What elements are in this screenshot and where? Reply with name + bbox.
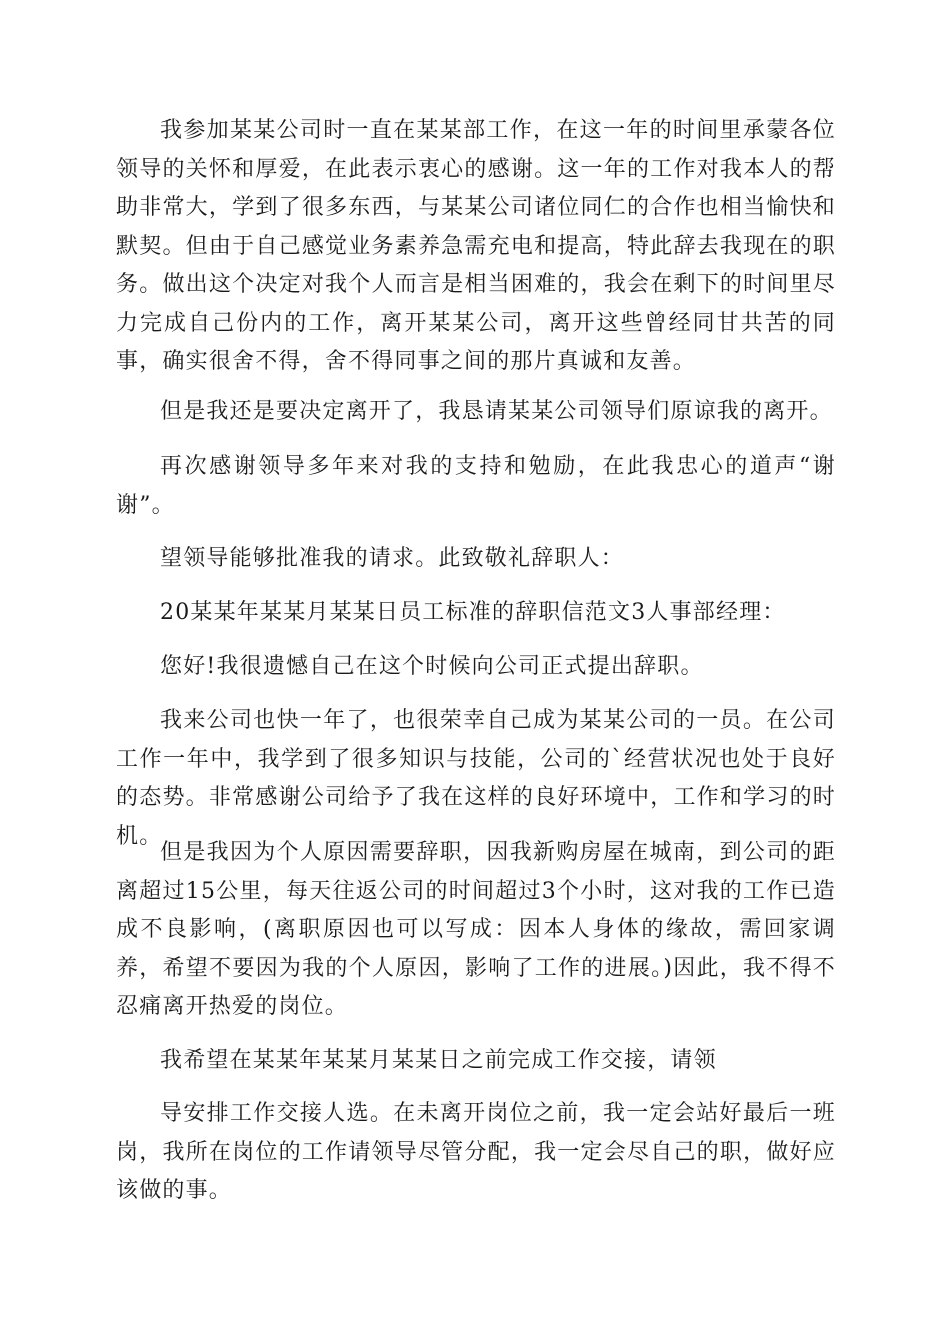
paragraph-experience: 我来公司也快一年了，也很荣幸自己成为某某公司的一员。在公司工作一年中，我学到了很多知识与技能，公司的`经营状况也处于良好的态势。非常感谢公司给予了我在这样的良好环境中，工作和学习的时机。 — [116, 708, 836, 849]
paragraph-decision: 但是我还是要决定离开了，我恳请某某公司领导们原谅我的离开。 — [160, 399, 833, 424]
paragraph-gratitude: 我参加某某公司时一直在某某部工作，在这一年的时间里承蒙各位领导的关怀和厚爱，在此表示衷心的感谢。这一年的工作对我本人的帮助非常大，学到了很多东西，与某某公司诸位同仁的合作也相当愉快和默契。但由于自己感觉业务素养急需充电和提高，特此辞去我现在的职务。做出这个决定对我个人而言是相当困难的，我会在剩下的时间里尽力完成自己份内的工作，离开某某公司，离开这些曾经同甘共苦的同事，确实很舍不得，舍不得同事之间的那片真诚和友善。 — [116, 118, 836, 374]
paragraph-reason: 但是我因为个人原因需要辞职，因我新购房屋在城南，到公司的距离超过15公里，每天往返公司的时间超过3个小时，这对我的工作已造成不良影响，(离职原因也可以写成：因本人身体的缘故，需回家调养，希望不要因为我的个人原因，影响了工作的进展。)因此，我不得不忍痛离开热爱的岗位。 — [116, 840, 836, 1019]
paragraph-request: 望领导能够批准我的请求。此致敬礼辞职人： — [160, 546, 625, 571]
paragraph-greeting: 您好!我很遗憾自己在这个时候向公司正式提出辞职。 — [160, 654, 704, 679]
paragraph-thanks: 再次感谢领导多年来对我的支持和勉励，在此我忠心的道声“谢谢”。 — [116, 454, 836, 518]
paragraph-handover: 导安排工作交接人选。在未离开岗位之前，我一定会站好最后一班岗，我所在岗位的工作请领导尽管分配，我一定会尽自己的职，做好应该做的事。 — [116, 1101, 836, 1203]
paragraph-handover-start: 我希望在某某年某某月某某日之前完成工作交接，请领 — [160, 1048, 717, 1073]
paragraph-sample-heading: 20某某年某某月某某日员工标准的辞职信范文3人事部经理： — [160, 600, 786, 625]
